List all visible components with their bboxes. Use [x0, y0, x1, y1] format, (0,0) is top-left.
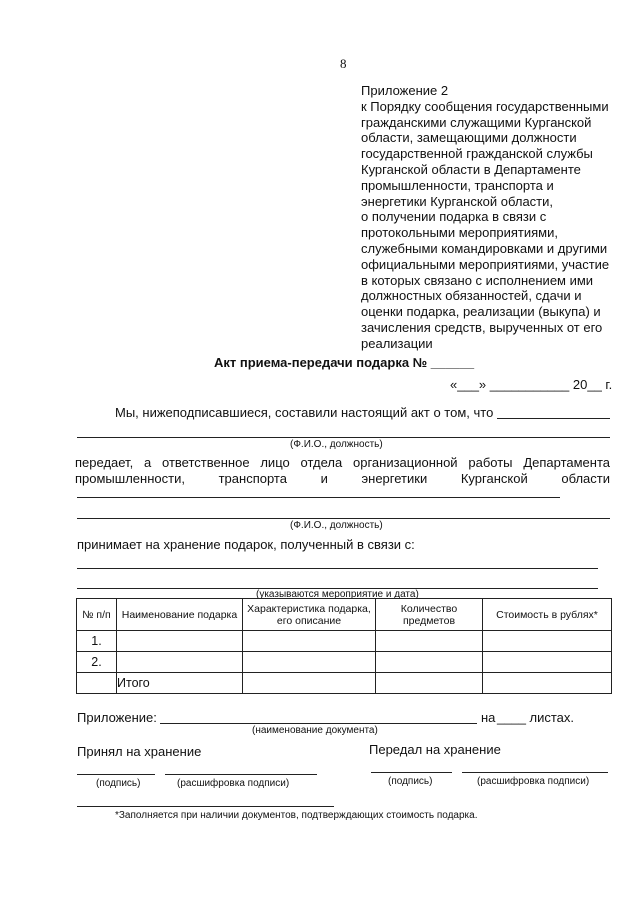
- annex-line: зачисления средств, вырученных от его: [361, 319, 603, 335]
- annex-line: гражданскими служащими Курганской: [361, 114, 592, 130]
- attachment-caption: (наименование документа): [252, 725, 378, 736]
- annex-line: служебными командировками и другими: [361, 240, 608, 256]
- footnote: *Заполняется при наличии документов, подтверждающих стоимость подарка.: [115, 810, 478, 821]
- row-name: [117, 631, 243, 652]
- transfers-blank-line: [77, 497, 560, 498]
- row-description: [243, 673, 376, 694]
- footnote-separator: [77, 806, 334, 807]
- row-number: 1.: [77, 631, 117, 652]
- transfers-text-2: промышленности, транспорта и энергетики Курганской области: [75, 471, 610, 486]
- accepted-decode-line: [165, 774, 317, 775]
- annex-line: к Порядку сообщения государственными: [361, 98, 609, 114]
- annex-title: Приложение 2: [361, 83, 449, 98]
- event-line-1: [77, 568, 598, 569]
- annex-line: Курганской области в Департаменте: [361, 161, 581, 177]
- annex-line: области, замещающими должности: [361, 130, 577, 146]
- row-cost: [483, 652, 612, 673]
- annex-line: оценки подарка, реализации (выкупа) и: [361, 304, 601, 320]
- annex-line: энергетики Курганской области,: [361, 193, 553, 209]
- transferred-decode-caption: (расшифровка подписи): [477, 776, 590, 787]
- annex-line: реализации: [361, 335, 433, 351]
- attachment-sheets: ____ листах.: [497, 710, 575, 725]
- row-quantity: [376, 652, 483, 673]
- col-header-number: № п/п: [77, 599, 117, 631]
- attachment-blank-line: [160, 723, 477, 724]
- annex-line: официальными мероприятиями, участие: [361, 256, 610, 272]
- row-description: [243, 652, 376, 673]
- annex-line: должностных обязанностей, сдачи и: [361, 288, 582, 304]
- attachment-on: на: [481, 710, 496, 725]
- table-total-row: [77, 673, 612, 694]
- event-caption: (указываются мероприятие и дата): [256, 589, 419, 600]
- row-description: [243, 631, 376, 652]
- col-header-name: Наименование подарка: [117, 599, 243, 631]
- table-row: [77, 652, 612, 673]
- col-header-cost: Стоимость в рублях*: [483, 599, 612, 631]
- row-quantity: [376, 673, 483, 694]
- gifts-table: [76, 598, 612, 694]
- act-date: «___» ___________ 20__ г.: [450, 377, 613, 392]
- annex-line: в которых связано с исполнением ими: [361, 272, 594, 288]
- fio-line-2: [77, 518, 610, 519]
- row-cost: [483, 631, 612, 652]
- intro-blank-line: [497, 418, 610, 419]
- col-header-quantity: Количество предметов: [376, 599, 483, 631]
- transferred-sign-caption: (подпись): [388, 776, 433, 787]
- accepted-sign-caption: (подпись): [96, 778, 141, 789]
- accepted-decode-caption: (расшифровка подписи): [177, 778, 290, 789]
- attachment-label: Приложение:: [77, 710, 157, 725]
- table-header-row: [77, 599, 612, 631]
- row-number: [77, 673, 117, 694]
- annex-line: протокольными мероприятиями,: [361, 225, 558, 241]
- transferred-sign-line: [371, 772, 452, 773]
- annex-line: государственной гражданской службы: [361, 146, 593, 162]
- fio-caption-2: (Ф.И.О., должность): [290, 520, 383, 531]
- row-quantity: [376, 631, 483, 652]
- accepted-label: Принял на хранение: [77, 744, 202, 759]
- act-intro: Мы, нижеподписавшиеся, составили настоящий акт о том, что: [115, 405, 494, 420]
- total-label: Итого: [117, 673, 243, 694]
- annex-block: [361, 83, 621, 352]
- fio-line-1: [77, 437, 610, 438]
- accepts-text: принимает на хранение подарок, полученный в связи с:: [77, 537, 415, 552]
- transfers-text-1: передает, а ответственное лицо отдела организационной работы Департамента: [75, 455, 610, 470]
- transferred-label: Передал на хранение: [369, 742, 501, 757]
- transferred-decode-line: [462, 772, 608, 773]
- row-number: 2.: [77, 652, 117, 673]
- table-row: [77, 631, 612, 652]
- row-name: [117, 652, 243, 673]
- col-header-description: Характеристика подарка, его описание: [243, 599, 376, 631]
- fio-caption-1: (Ф.И.О., должность): [290, 439, 383, 450]
- page-number: 8: [340, 56, 347, 71]
- act-title: Акт приема-передачи подарка № ______: [214, 355, 475, 370]
- row-cost: [483, 673, 612, 694]
- annex-line: о получении подарка в связи с: [361, 209, 547, 225]
- annex-line: промышленности, транспорта и: [361, 177, 554, 193]
- accepted-sign-line: [77, 774, 155, 775]
